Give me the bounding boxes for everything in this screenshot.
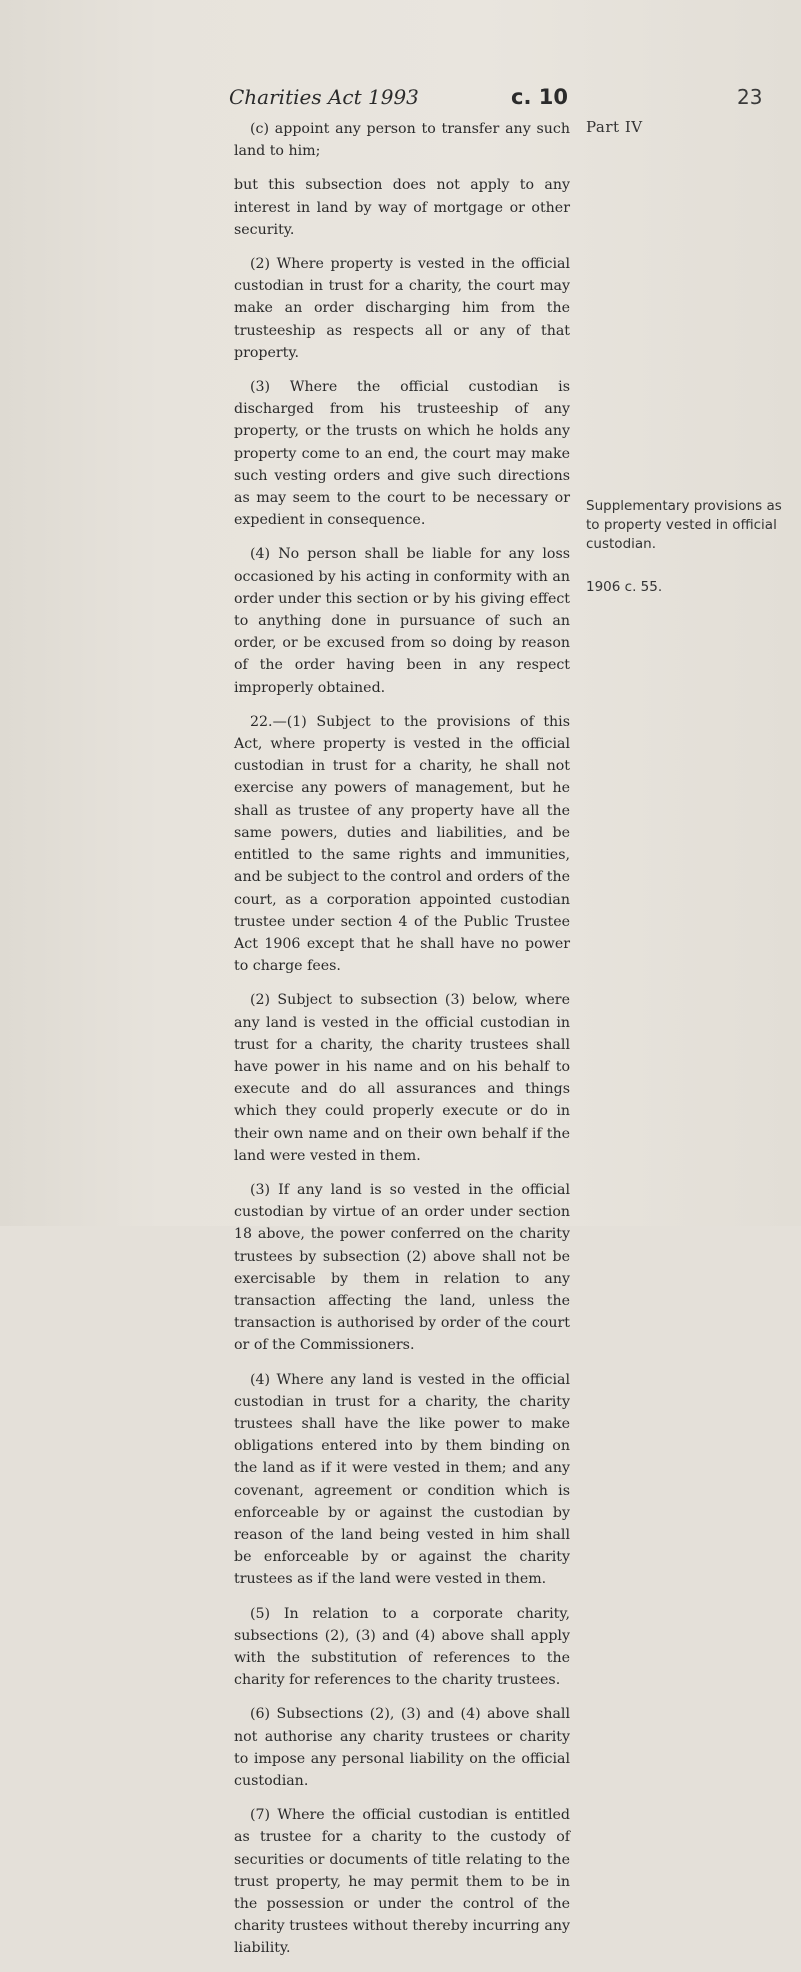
running-title: Charities Act 1993	[229, 85, 419, 109]
page-header	[0, 85, 801, 115]
paragraph-s21-1c: (c) appoint any person to transfer any such land to him;	[234, 121, 570, 160]
paragraph-s21-4: (4) No person shall be liable for any loss occasioned by his acting in conformity with an order under this section or by his giving effect to anything done in pursuance of such an order, or be excused from so doing by reason of the order having been in any respect improperly obtained.	[234, 546, 570, 696]
chapter-reference: c. 10	[511, 85, 568, 109]
paragraph-s22-6: (6) Subsections (2), (3) and (4) above shall not authorise any charity trustees or charity to impose any personal liability on the official custodian.	[234, 1706, 570, 1790]
paragraph-s22-2: (2) Subject to subsection (3) below, where any land is vested in the official custodian in trust for a charity, the charity trustees shall have power in his name and on his behalf to execute and do all assurances and things which they could properly execute or do in their own name and on their own behalf if the land were vested in them.	[234, 992, 570, 1164]
margin-part-label: Part IV	[586, 118, 643, 136]
paragraph-s22-4: (4) Where any land is vested in the official custodian in trust for a charity, the charity trustees shall have the like power to make obligations entered into by them binding on the land as if it were vested in them; and any covenant, agreement or condition which is enforceable by or against the custodian by reason of the land being vested in him shall be enforceable by or against the charity trustees as if the land were vested in them.	[234, 1371, 570, 1588]
paragraph-s22-3: (3) If any land is so vested in the official custodian by virtue of an order under section 18 above, the power conferred on the charity trustees by subsection (2) above shall not be exercisable by them in relation to any transaction affecting the land, unless the transaction is authorised by order of the court or of the Commissioners.	[234, 1181, 570, 1354]
paragraph-s22-5: (5) In relation to a corporate charity, subsections (2), (3) and (4) above shall apply with the substitution of references to the charity for references to the charity trustees.	[234, 1605, 570, 1689]
paragraph-s22-1: 22.—(1) Subject to the provisions of this Act, where property is vested in the official custodian in trust for a charity, he shall not exercise any powers of management, but he shall as trustee of any property have all the same powers, duties and liabilities, and be entitled to the same rights and immunities, and be subject to the control and orders of the court, as a corporation appointed custodian trustee under section 4 of the Public Trustee Act 1906 except that he shall have no power to charge fees.	[234, 713, 570, 975]
paragraph-s21-1-tail: but this subsection does not apply to any interest in land by way of mortgage or other security.	[234, 177, 570, 238]
page-number: 23	[737, 85, 763, 109]
paragraph-s21-2: (2) Where property is vested in the official custodian in trust for a charity, the court may make an order discharging him from the trusteeship as respects all or any of that property.	[234, 256, 570, 361]
margin-note: Supplementary provisions as to property vested in official custodian.	[586, 498, 782, 552]
paragraph-s21-3: (3) Where the official custodian is discharged from his trusteeship of any property, or the trusts on which he holds any property come to an end, the court may make such vesting orders and give such directions as may seem to the court to be necessary or expedient in consequence.	[234, 379, 570, 529]
paragraph-s22-7: (7) Where the official custodian is entitled as trustee for a charity to the custody of securities or documents of title relating to the trust property, he may permit them to be in the possession or under the control of the charity trustees without thereby incurring any liability.	[234, 1807, 570, 1957]
body-text	[234, 118, 570, 1972]
margin-reference: 1906 c. 55.	[586, 579, 663, 595]
